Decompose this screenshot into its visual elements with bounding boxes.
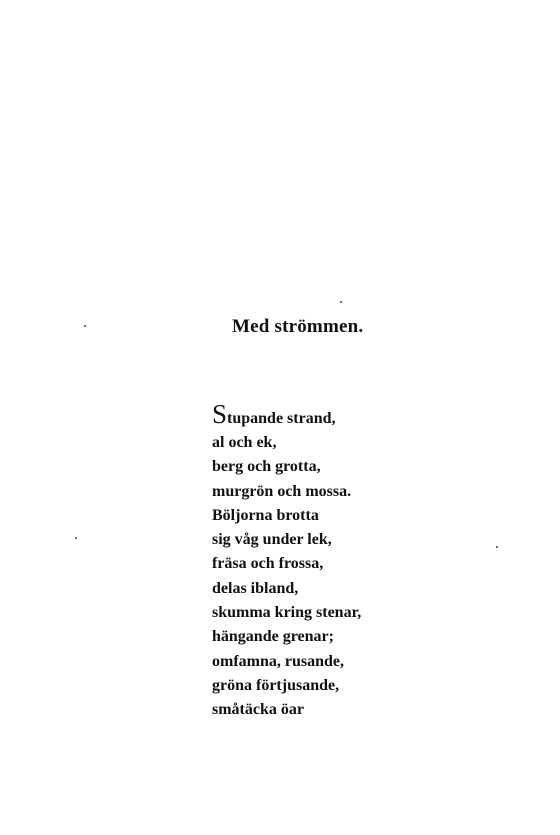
poem-line: skumma kring stenar, [212, 604, 362, 622]
poem-line: hängande grenar; [212, 628, 334, 646]
poem-line: delas ibland, [212, 579, 299, 597]
print-speck [84, 325, 86, 327]
poem-line: småtäcka öar [212, 701, 304, 719]
poem-line: omfamna, rusande, [212, 652, 345, 670]
print-speck [496, 546, 498, 548]
poem-line: murgrön och mossa. [212, 482, 352, 500]
print-speck [75, 537, 77, 539]
poem-line: al och ek, [212, 434, 277, 451]
poem-line: berg och grotta, [212, 458, 321, 476]
poem-line: Böljorna brotta [212, 506, 319, 524]
poem-title: Med strömmen. [232, 316, 364, 337]
poem-line-first [212, 401, 361, 431]
print-speck [340, 301, 342, 303]
poem-line: fräsa och frossa, [212, 555, 324, 573]
poem-line: sig våg under lek, [212, 531, 332, 549]
poem-stanza [212, 401, 361, 723]
drop-cap-initial: S [212, 399, 228, 429]
poem-line: gröna förtjusande, [212, 676, 340, 694]
poem-line-first-rest: tupande strand, [227, 410, 336, 427]
